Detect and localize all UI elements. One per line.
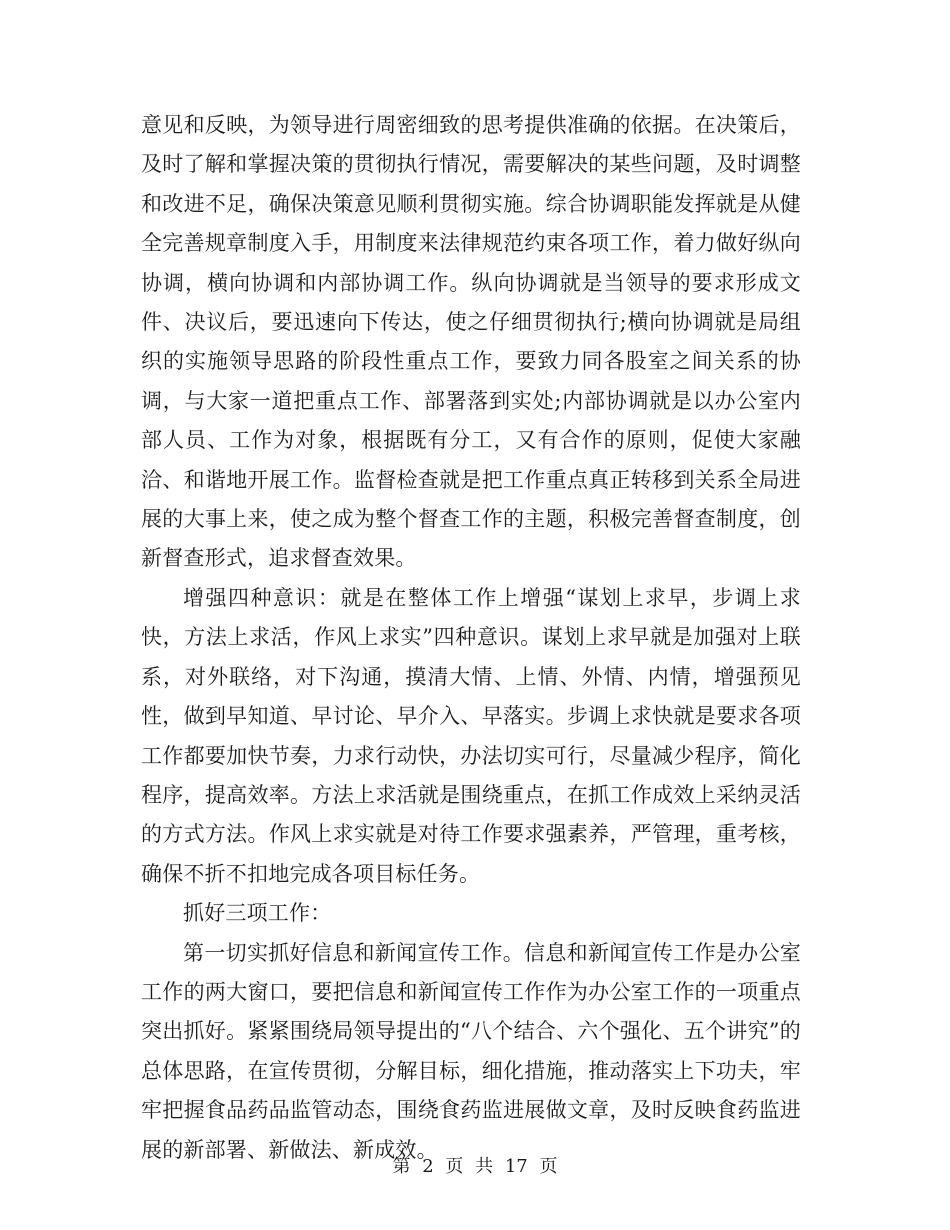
document-body — [141, 106, 801, 1170]
paragraph-information-publicity: 第一切实抓好信息和新闻宣传工作。信息和新闻宣传工作是办公室工作的两大窗口，要把信息和新闻宣传工作作为办公室工作的一项重点突出抓好。紧紧围绕局领导提出的“八个结合、六个强化、五个讲究”的总体思路，在宣传贯彻，分解目标，细化措施，推动落实上下功夫，牢牢把握食品药品监管动态，围绕食药监进展做文章，及时反映食药监进展的新部署、新做法、新成效。 — [141, 940, 801, 1162]
paragraph-continuation: 意见和反映，为领导进行周密细致的思考提供准确的依据。在决策后，及时了解和掌握决策的贯彻执行情况，需要解决的某些问题，及时调整和改进不足，确保决策意见顺利贯彻实施。综合协调职能发挥就是从健全完善规章制度入手，用制度来法律规范约束各项工作，着力做好纵向协调，横向协调和内部协调工作。纵向协调就是当领导的要求形成文件、决议后，要迅速向下传达，使之仔细贯彻执行;横向协调就是局组织的实施领导思路的阶段性重点工作，要致力同各股室之间关系的协调，与大家一道把重点工作、部署落到实处;内部协调就是以办公室内部人员、工作为对象，根据既有分工，又有合作的原则，促使大家融洽、和谐地开展工作。监督检查就是把工作重点真正转移到关系全局进展的大事上来，使之成为整个督查工作的主题，积极完善督查制度，创新督查形式，追求督查效果。 — [141, 113, 801, 571]
section-heading-three-tasks: 抓好三项工作： — [183, 901, 332, 926]
paragraph-four-awareness: 增强四种意识：就是在整体工作上增强“谋划上求早，步调上求快，方法上求活，作风上求实”四种意识。谋划上求早就是加强对上联系，对外联络，对下沟通，摸清大情、上情、外情、内情，增强预见性，做到早知道、早讨论、早介入、早落实。步调上求快就是要求各项工作都要加快节奏，力求行动快，办法切实可行，尽量减少程序，简化程序，提高效率。方法上求活就是围绕重点，在抓工作成效上采纳灵活的方式方法。作风上求实就是对待工作要求强素养，严管理，重考核，确保不折不扣地完成各项目标任务。 — [141, 585, 801, 886]
page-number-footer: 第 2 页 共 17 页 — [392, 1156, 558, 1177]
